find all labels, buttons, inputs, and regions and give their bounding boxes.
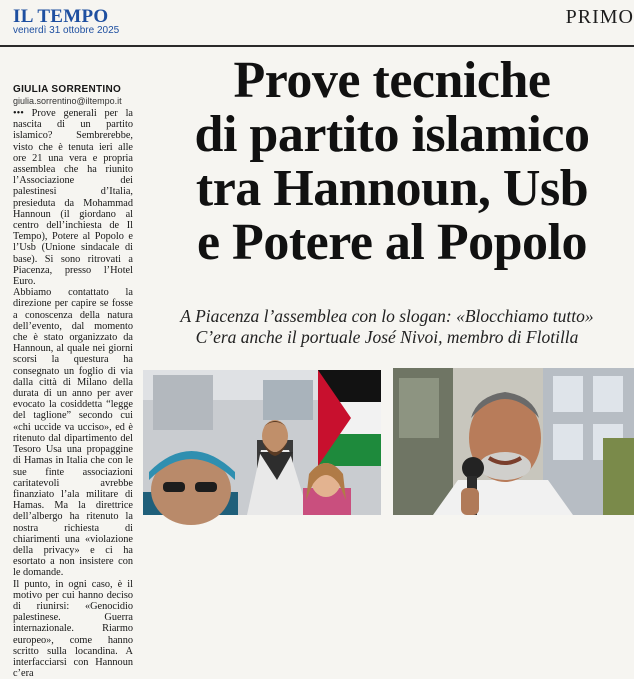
issue-date: venerdì 31 ottobre 2025: [13, 25, 120, 36]
photo-speaker: [393, 368, 634, 515]
subhead-line: C’era anche il portuale José Nivoi, membro di Flotilla: [195, 327, 579, 347]
headline-line: tra Hannoun, Usb: [195, 160, 589, 217]
speaker-image: [393, 368, 634, 515]
body-paragraph: ••• Prove generali per la nascita di un partito islamico? Sembrerebbe, visto che è tenuta ieri alle ore 21 una vera e propria assemblea che ha riunito l’Associazione dei palestinesi d’Italia, presieduta da Mohammad Hannoun (il giordano al centro dell’inchiesta de Il Tempo), Potere al Popolo e l’Usb (Unione sindacale di base). Si sono ritrovati a Piacenza, presso l’Hotel Euro.: [13, 108, 133, 288]
body-paragraph: Il punto, in ogni caso, è il motivo per cui hanno deciso di riunirsi: «Genocidio palestinese. Guerra internazionale. Riarmo europeo», come hanno scritto sulla locandina. A interfacciarsi con Hannoun c’era: [13, 578, 133, 679]
photo-group-selfie: [143, 370, 381, 515]
headline: [150, 54, 634, 270]
masthead: [0, 0, 634, 42]
article-body: [13, 108, 133, 679]
author-name: GIULIA SORRENTINO: [13, 84, 122, 95]
headline-line: Prove tecniche: [233, 52, 551, 109]
subhead-line: A Piacenza l’assemblea con lo slogan: «Blocchiamo tutto»: [180, 306, 594, 326]
body-paragraph: Abbiamo contattato la direzione per capire se fosse a conoscenza della natura dell’evento, dal momento che è stato organizzato da Hannoun, al quale nei giorni scorsi la questura ha consegnato un foglio di via dalla città di Milano della durata di un anno per aver evocato la cosiddetta “legge del taglione” secondo cui «chi uccide va ucciso», ed è ritenuto dal dipartimento del Tesoro Usa una propaggine di Hamas in Italia che con le sue finte associazioni caritatevoli avrebbe finanziato l’ala militare di Hamas. Ma la direttrice dell’albergo ha ritenuto la nostra richiesta di chiarimenti una «violazione della privacy» e ci ha esortato a non insistere con le domande.: [13, 287, 133, 579]
masthead-rule: [0, 45, 634, 47]
headline-line: e Potere al Popolo: [196, 214, 588, 271]
headline-line: di partito islamico: [194, 106, 590, 163]
newspaper-logo: IL TEMPO: [13, 6, 109, 27]
section-title: PRIMO: [565, 6, 634, 28]
subheadline: [140, 306, 634, 348]
author-email: giulia.sorrentino@iltempo.it: [13, 96, 122, 106]
group-selfie-image: [143, 370, 381, 515]
